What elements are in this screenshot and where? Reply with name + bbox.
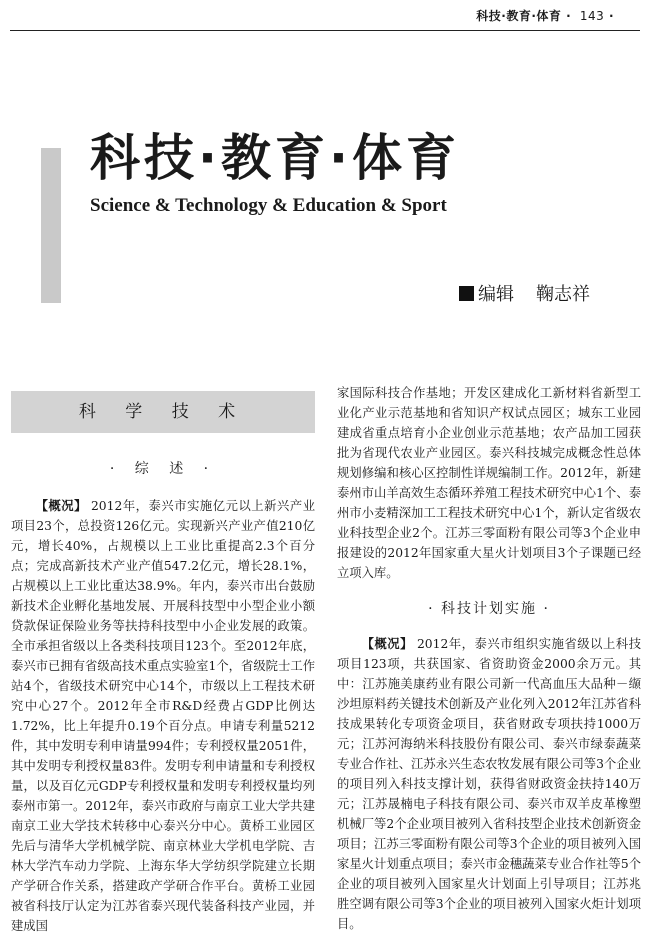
section-heading: 科 学 技 术	[11, 391, 315, 433]
overview-paragraph	[11, 496, 315, 936]
paragraph-text: 2012年，泰兴市实施亿元以上新兴产业项目23个，总投资126亿元。实现新兴产业产值210亿元，增长40%，占规模以上工业比重提高2.3个百分点；完成高新技术产业产值547.2亿元，增长28.1%，占规模以上工业比重达38.9%。年内，泰兴市出台鼓励新技术企业孵化基地发展、开展科技型中小型企业小额贷款保证保险业务等扶持科技型中小企业发展的政策。全市承担省级以上各类科技项目123个。至2012年底，泰兴市已拥有省级高技术重点实验室1个，省级院士工作站4个，省级技术研究中心14个，市级以上工程技术研究中心27个。2012年全市R&D经费占GDP比例达1.72%，比上年提升0.19个百分点。申请专利量5212件，其中发明专利申请量994件；专利授权量2051件，其中发明专利授权量83件。发明专利申请量和专利授权量，以及百亿元GDP专利授权量和发明专利授权量均列泰州市第一。2012年，泰兴市政府与南京工业大学共建南京工业大学技术转移中心泰兴分中心。黄桥工业园区先后与清华大学机械学院、南京林业大学机电学院、吉林大学汽车动力学院、上海东华大学纺织学院建立长期产学研合作关系，搭建政产学研合作平台。黄桥工业园被省科技厅认定为江苏省泰兴现代装备科技产业园，并建成国	[11, 499, 315, 933]
header-rule	[10, 30, 640, 31]
continued-paragraph: 家国际科技合作基地；开发区建成化工新材料省新型工业化产业示范基地和省知识产权试点园区；城东工业园建成省重点培育小企业创业示范基地；农产品加工园获批为省现代农业产业园区。泰兴科技城完成概念性总体规划修编和核心区控制性详规编制工作。2012年，新建泰州市山羊高效生态循环养殖工程技术研究中心1个、泰州市小麦精深加工工程技术研究中心1个，新认定省级农业科技型企业2个。江苏三零面粉有限公司等3个企业申报建设的2012年国家重大星火计划项目3个子课题已经立项入库。	[337, 386, 641, 580]
editor-role: 编辑	[478, 284, 514, 305]
square-bullet-icon	[459, 286, 474, 301]
editor-name: 鞠志祥	[536, 284, 590, 305]
left-column	[11, 496, 315, 936]
decorative-side-bar	[41, 148, 61, 303]
right-column-bottom	[337, 634, 641, 934]
editor-credit	[459, 280, 590, 306]
paragraph-tag-2: 【概况】	[361, 636, 413, 651]
running-head-title: 科技·教育·体育	[476, 9, 562, 23]
running-head-dot-2: ·	[608, 9, 614, 23]
paragraph-text-2: 2012年，泰兴市组织实施省级以上科技项目123项，共获国家、省资助资金2000余万元。其中：江苏施美康药业有限公司新一代高血压大品种－缬沙坦原料药关键技术创新及产业化列入2012年江苏省科技成果转化专项资金项目，获省财政专项扶持1000万元；江苏河海纳米科技股份有限公司、泰兴市绿泰蔬菜专业合作社、江苏永兴生态农牧发展有限公司等3个企业的项目列入科技支撑计划，获得省财政资金扶持140万元；江苏晟楠电子科技有限公司、泰兴市双羊皮革橡塑机械厂等2个企业项目被列入省科技型企业技术创新资金项目；江苏三零面粉有限公司等3个企业的项目被列入国家星火计划重点项目；泰兴市金穗蔬菜专业合作社等5个企业的项目被列入国家星火计划面上引导项目；江苏兆胜空调有限公司等3个企业的项目被列入国家火炬计划项目。	[337, 637, 641, 931]
page-number: 143	[579, 9, 605, 23]
chapter-title-english: Science & Technology & Education & Sport	[90, 195, 447, 216]
chapter-title: 科技·教育·体育	[90, 129, 460, 187]
subheading-overview: · 综 述 ·	[109, 461, 217, 477]
running-head	[476, 7, 614, 24]
right-column-top	[337, 383, 641, 583]
paragraph-tag: 【概况】	[35, 498, 87, 513]
subheading-plan: · 科技计划实施 ·	[428, 601, 550, 617]
plan-paragraph	[337, 634, 641, 934]
running-head-dot: ·	[566, 9, 572, 23]
